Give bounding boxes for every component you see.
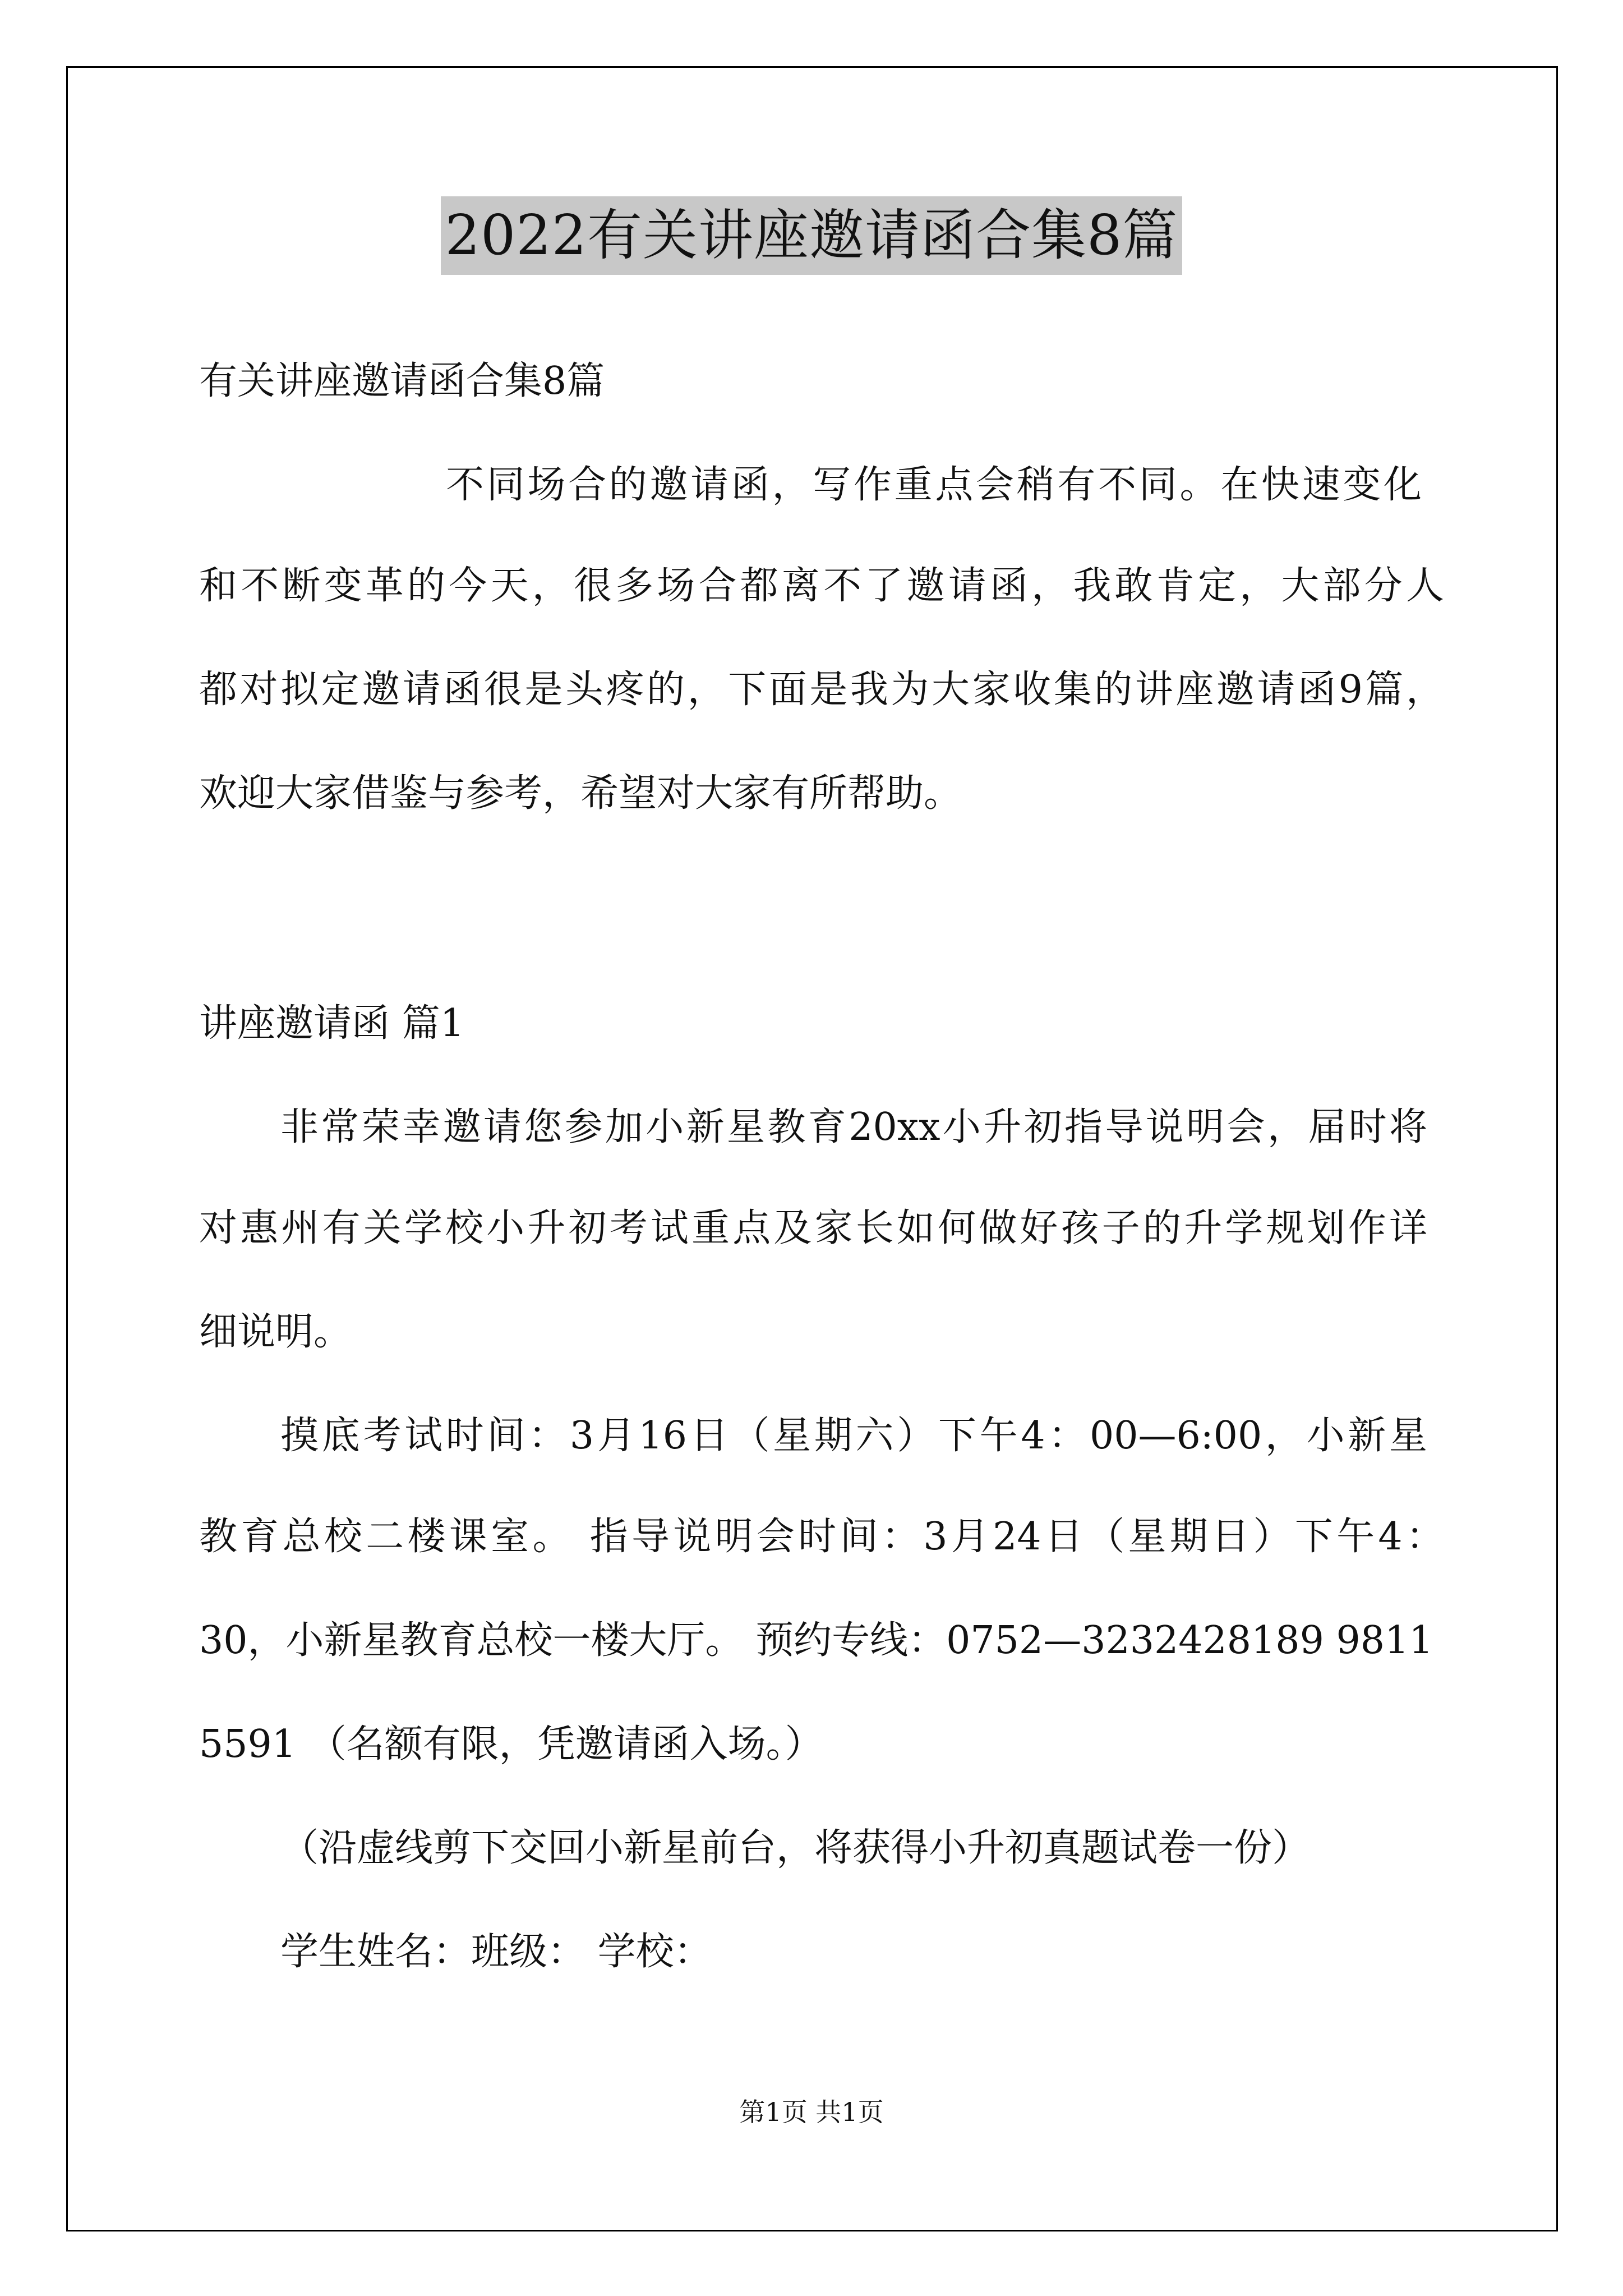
- body-line: 学生姓名：班级： 学校：: [280, 1930, 712, 1974]
- document-subtitle: 有关讲座邀请函合集8篇: [199, 359, 605, 403]
- document-title: 2022有关讲座邀请函合集8篇: [441, 196, 1183, 275]
- title-container: [0, 196, 1623, 275]
- intro-line: 和不断变革的今天，很多场合都离不了邀请函，我敢肯定，大部分人: [199, 564, 1444, 608]
- intro-line: 欢迎大家借鉴与参考，希望对大家有所帮助。: [199, 771, 962, 816]
- body-line: 摸底考试时间：3月16日（星期六）下午4：00—6:00，小新星: [280, 1414, 1427, 1458]
- intro-line: 不同场合的邀请函，写作重点会稍有不同。在快速变化: [446, 463, 1422, 507]
- body-line: 30，小新星教育总校一楼大厅。 预约专线：0752—3232428189 9811: [199, 1618, 1433, 1663]
- page-footer: 第1页 共1页: [739, 2097, 884, 2127]
- section-heading: 讲座邀请函 篇1: [199, 1001, 464, 1046]
- body-line: 教育总校二楼课室。 指导说明会时间：3月24日（星期日）下午4：: [199, 1515, 1444, 1559]
- body-line: （沿虚线剪下交回小新星前台，将获得小升初真题试卷一份）: [280, 1826, 1311, 1870]
- body-line: 非常荣幸邀请您参加小新星教育20xx小升初指导说明会，届时将: [280, 1105, 1427, 1149]
- body-line: 对惠州有关学校小升初考试重点及家长如何做好孩子的升学规划作详: [199, 1206, 1427, 1250]
- body-line: 细说明。: [199, 1310, 352, 1354]
- body-line: 5591 （名额有限，凭邀请函入场。）: [199, 1722, 823, 1766]
- intro-line: 都对拟定邀请函很是头疼的，下面是我为大家收集的讲座邀请函9篇，: [199, 668, 1444, 712]
